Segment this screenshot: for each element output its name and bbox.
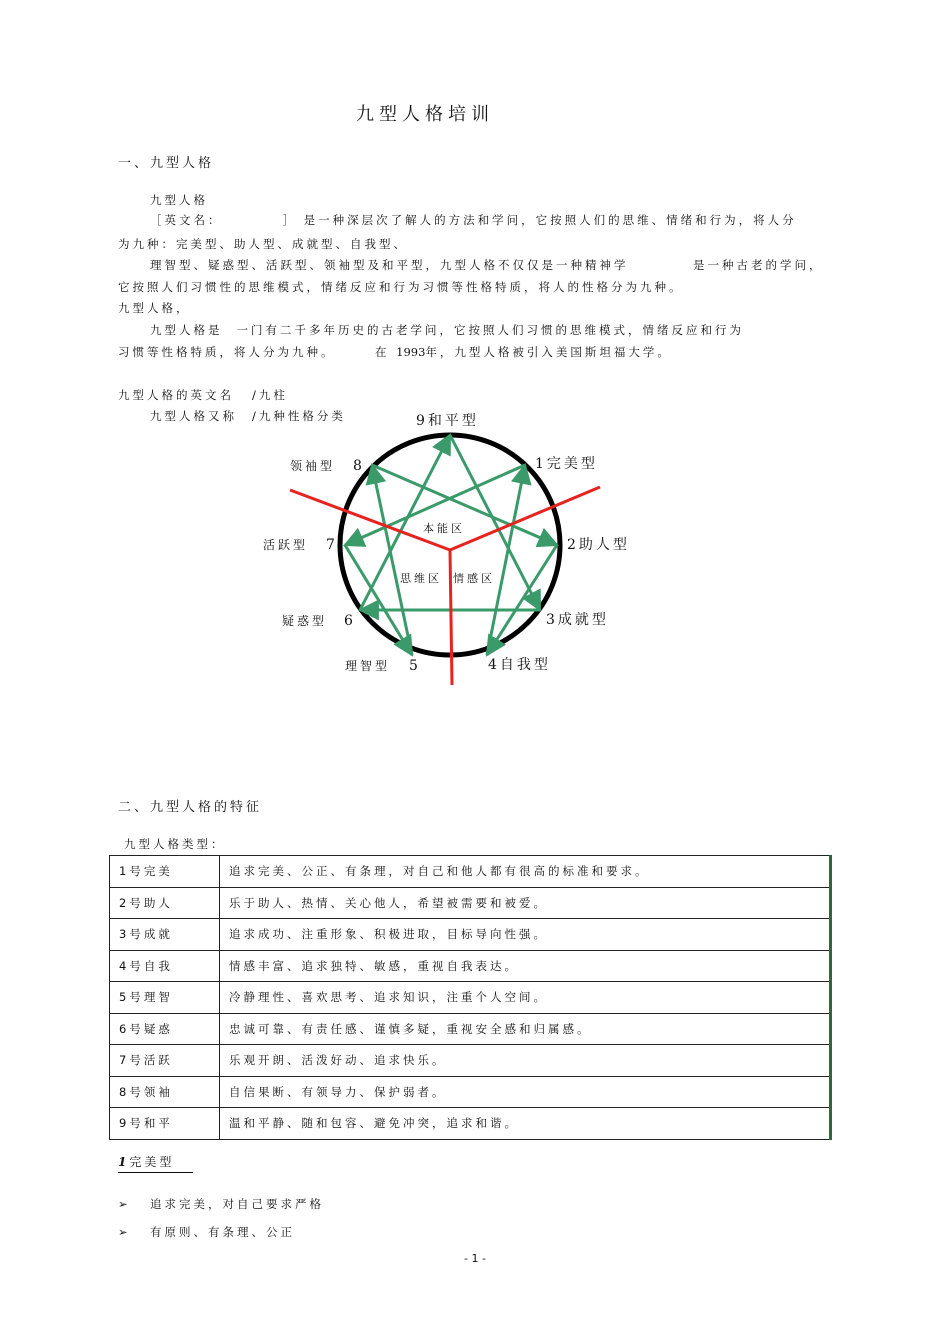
description-cell: 乐于助人、热情、关心他人，希望被需要和被爱。 (220, 887, 831, 919)
type-cell: 5号理智 (110, 982, 220, 1014)
list-item (118, 1196, 324, 1212)
label-center-right: 情感区 (453, 572, 495, 585)
label-name-8: 领袖型 (290, 459, 336, 473)
paragraph-text: 一门有二千多年历史的古老学问，它按照人们习惯的思维模式，情绪反应和行为 (236, 323, 744, 337)
section-heading-1: 一、九型人格 (118, 156, 215, 171)
paragraph-text: 在 (375, 345, 390, 359)
description-cell: 情感丰富、追求独特、敏感，重视自我表达。 (220, 950, 831, 982)
description-cell: 自信果断、有领导力、保护弱者。 (220, 1076, 831, 1108)
table-row (110, 1045, 831, 1077)
paragraph-text: 九型人格是 (150, 323, 223, 337)
divider-left (290, 490, 450, 550)
paragraph-line: 为九种：完美型、助人型、成就型、自我型、 (118, 237, 408, 251)
description-cell: 乐观开朗、活泼好动、追求快乐。 (220, 1045, 831, 1077)
label-name-6: 疑惑型 (282, 614, 328, 628)
paragraph-line: 九型人格， (118, 301, 191, 315)
label-type-3: 3成就型 (546, 612, 609, 628)
paragraph-line (150, 212, 797, 228)
label-type-2: 2助人型 (567, 537, 630, 553)
bullet-arrow-icon: ➢ (118, 1225, 128, 1239)
description-cell: 忠诚可靠、有责任感、谨慎多疑，重视安全感和归属感。 (220, 1013, 831, 1045)
label-type-9: 9和平型 (416, 413, 479, 429)
paragraph-line: 九型人格的英文名 (118, 388, 234, 402)
divider-bottom (450, 550, 452, 685)
subsection-number: 1 (118, 1155, 130, 1169)
description-cell: 温和平静、随和包容、避免冲突，追求和谐。 (220, 1108, 831, 1140)
table-row (110, 1076, 831, 1108)
type-cell: 4号自我 (110, 950, 220, 982)
table-row (110, 919, 831, 951)
label-name-7: 活跃型 (263, 538, 309, 552)
label-number-7: 7 (326, 537, 338, 553)
table-row (110, 950, 831, 982)
subsection-title: 完美型 (129, 1155, 175, 1169)
bracket-open-text: ［英文名： (150, 213, 223, 227)
paragraph-line: 习惯等性格特质，将人分为九种。 (118, 345, 336, 359)
label-center-top: 本能区 (423, 522, 465, 535)
list-item-text: 追求完美，对自己要求严格 (150, 1197, 324, 1211)
year-text: 1993 (396, 345, 426, 359)
list-item-text: 有原则、有条理、公正 (150, 1225, 295, 1239)
table-row (110, 1013, 831, 1045)
table-row (110, 887, 831, 919)
page-title: 九型人格培训 (356, 104, 494, 125)
label-name-5: 理智型 (345, 659, 391, 673)
table-row (110, 1108, 831, 1140)
table-row (110, 856, 831, 888)
description-cell: 追求成功、注重形象、积极进取，目标导向性强。 (220, 919, 831, 951)
table-row (110, 982, 831, 1014)
type-cell: 7号活跃 (110, 1045, 220, 1077)
label-number-6: 6 (344, 613, 356, 629)
paragraph-text: 年，九型人格被引入美国斯坦福大学。 (425, 345, 672, 359)
personality-types-table (109, 855, 832, 1140)
page-number: - 1 - (464, 1252, 486, 1265)
label-number-5: 5 (409, 658, 421, 674)
paragraph-line: 理智型、疑惑型、活跃型、领袖型及和平型，九型人格不仅仅是一种精神学 (150, 258, 629, 272)
label-center-left: 思维区 (400, 572, 442, 585)
label-type-4: 4自我型 (488, 657, 551, 673)
description-cell: 冷静理性、喜欢思考、追求知识，注重个人空间。 (220, 982, 831, 1014)
table-caption: 九型人格类型： (124, 837, 226, 851)
subsection-heading (118, 1153, 193, 1173)
paragraph-line (375, 344, 672, 360)
paragraph-text: ］ 是一种深层次了解人的方法和学问，它按照人们的思维、情绪和行为，将人分 (282, 213, 797, 227)
bullet-arrow-icon: ➢ (118, 1197, 128, 1211)
type-cell: 1号完美 (110, 856, 220, 888)
label-type-1: 1完美型 (535, 456, 598, 472)
paragraph-line: /九柱 (252, 388, 288, 402)
paragraph-line (150, 322, 744, 338)
type-cell: 8号领袖 (110, 1076, 220, 1108)
paragraph-line: 它按照人们习惯性的思维模式，情绪反应和行为习惯等性格特质，将人的性格分为九种。 (118, 280, 684, 294)
list-item (118, 1224, 295, 1240)
type-cell: 2号助人 (110, 887, 220, 919)
paragraph-line: /九种性格分类 (252, 409, 346, 423)
enneagram-diagram (250, 400, 630, 700)
type-cell: 3号成就 (110, 919, 220, 951)
type-cell: 9号和平 (110, 1108, 220, 1140)
description-cell: 追求完美、公正、有条理，对自己和他人都有很高的标准和要求。 (220, 856, 831, 888)
type-cell: 6号疑惑 (110, 1013, 220, 1045)
paragraph-line-end: 是一种古老的学问， (693, 258, 824, 272)
paragraph-line: 九型人格又称 (150, 409, 237, 423)
label-number-8: 8 (353, 458, 365, 474)
section-heading-2: 二、九型人格的特征 (118, 800, 263, 815)
paragraph-line: 九型人格 (150, 193, 208, 207)
